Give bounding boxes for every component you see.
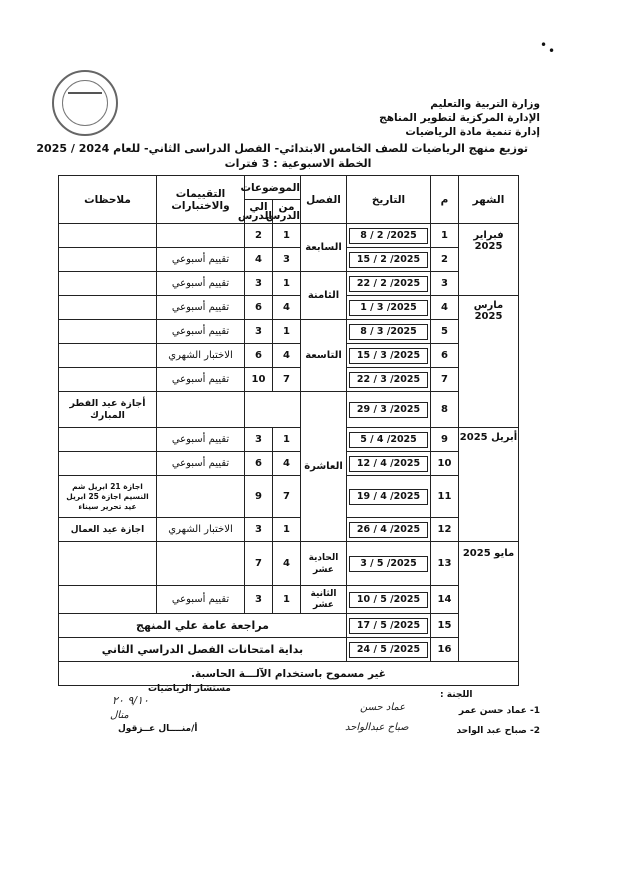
corner-mark: • [540,38,548,52]
col-header-month: الشهر [459,176,519,224]
date-cell: 2025/ 5 / 24 [349,642,428,658]
date-cell: 2025/ 3 / 8 [349,324,428,340]
from-lesson: 1 [273,224,301,248]
from-lesson: 1 [273,586,301,614]
evaluation-cell: تقييم أسبوعي [157,320,245,344]
committee-member-2: 2- صباح عبد الواحد [456,726,540,736]
date-cell: 2025/ 4 / 26 [349,522,428,538]
col-header-evaluations: التقييمات والاختبارات [157,176,245,224]
row-number: 1 [431,224,459,248]
from-to-empty [245,392,301,428]
advisor-title: مستشار الرياضيات [148,684,231,694]
row-number: 13 [431,542,459,586]
to-lesson: 3 [245,320,273,344]
to-lesson: 2 [245,224,273,248]
exams-cell: بداية امتحانات الفصل الدراسي الثاني [59,638,347,662]
evaluation-cell: تقييم أسبوعي [157,248,245,272]
col-header-chapter: الفصل [301,176,347,224]
month-cell: مارس 2025 [459,296,519,428]
table-row [59,344,519,368]
notes-cell: اجازة عيد العمال [59,518,157,542]
committee-member-1: 1- عماد حسن عمر [458,706,540,716]
row-number: 8 [431,392,459,428]
table-row [59,392,519,428]
notes-cell [59,586,157,614]
row-number: 5 [431,320,459,344]
signature-2: صباح عبدالواحد [345,722,409,733]
evaluation-cell [157,392,245,428]
to-lesson: 3 [245,586,273,614]
to-lesson: 6 [245,344,273,368]
date-cell: 2025/ 4 / 5 [349,432,428,448]
notes-cell [59,296,157,320]
table-row [59,452,519,476]
row-number: 6 [431,344,459,368]
evaluation-cell: تقييم أسبوعي [157,368,245,392]
table-row [59,248,519,272]
row-number: 3 [431,272,459,296]
row-number: 7 [431,368,459,392]
notes-cell [59,272,157,296]
notes-cell [59,452,157,476]
table-row [59,320,519,344]
date-cell: 2025/ 2 / 8 [349,228,428,244]
notes-cell [59,248,157,272]
chapter-cell: الثامنة [301,272,347,320]
curriculum-table [58,175,519,686]
from-lesson: 4 [273,452,301,476]
from-lesson: 1 [273,272,301,296]
row-number: 15 [431,614,459,638]
table-row [59,638,519,662]
to-lesson: 3 [245,272,273,296]
document-title: توزيع منهج الرياضيات للصف الخامس الابتدائي- الفصل الدراسى الثاني- للعام 2024 / 2025 [36,142,528,155]
chapter-cell: العاشرة [301,392,347,542]
to-lesson: 6 [245,452,273,476]
evaluation-cell: الاختبار الشهري [157,344,245,368]
col-header-date: التاريخ [347,176,431,224]
table-row [59,614,519,638]
table-row [59,224,519,248]
row-number: 16 [431,638,459,662]
from-lesson: 4 [273,542,301,586]
from-lesson: 1 [273,518,301,542]
review-cell: مراجعة عامة علي المنهج [59,614,347,638]
advisor-date: ٩/١٠ ٢٠ [112,694,149,707]
ministry-name: وزارة التربية والتعليم [430,98,540,110]
advisor-signature: منال [110,710,129,721]
document-subtitle: الخطة الاسبوعية : 3 فترات [224,157,372,170]
month-cell: أبريل 2025 [459,428,519,542]
evaluation-cell: تقييم أسبوعي [157,296,245,320]
notes-cell: اجازة 21 ابريل شم النسيم اجازة 25 ابريل عيد تحرير سيناء [59,476,157,518]
evaluation-cell [157,476,245,518]
row-number: 14 [431,586,459,614]
advisor-name: أ/منــــال عــزقول [118,724,198,734]
date-cell: 2025/ 5 / 3 [349,556,428,572]
from-lesson: 1 [273,320,301,344]
to-lesson: 7 [245,542,273,586]
to-lesson: 9 [245,476,273,518]
month-cell: مايو 2025 [459,542,519,662]
to-lesson: 6 [245,296,273,320]
col-header-from: من الدرس [265,200,300,222]
corner-mark: • [548,44,556,58]
from-lesson: 1 [273,428,301,452]
notes-cell [59,344,157,368]
table-row [59,476,519,518]
notes-cell [59,224,157,248]
to-lesson: 10 [245,368,273,392]
date-cell: 2025/ 5 / 10 [349,592,428,608]
subject-office: إدارة تنمية مادة الرياضيات [405,126,540,138]
committee-label: اللجنة : [440,690,473,700]
department-name: الإدارة المركزية لتطوير المناهج [379,112,540,124]
row-number: 11 [431,476,459,518]
evaluation-cell: الاختبار الشهري [157,518,245,542]
date-cell: 2025/ 5 / 17 [349,618,428,634]
from-lesson: 7 [273,368,301,392]
evaluation-cell [157,542,245,586]
ministry-seal [52,70,118,136]
date-cell: 2025/ 4 / 19 [349,489,428,505]
from-lesson: 7 [273,476,301,518]
to-lesson: 4 [245,248,273,272]
date-cell: 2025/ 4 / 12 [349,456,428,472]
chapter-cell: السابعة [301,224,347,272]
notes-cell [59,542,157,586]
table-row [59,542,519,586]
chapter-cell: الحادية عشر [301,542,347,586]
chapter-cell: الثانية عشر [301,586,347,614]
evaluation-cell: تقييم أسبوعي [157,272,245,296]
from-lesson: 4 [273,344,301,368]
evaluation-cell [157,224,245,248]
signature-1: عماد حسن [360,702,406,713]
date-cell: 2025/ 3 / 15 [349,348,428,364]
date-cell: 2025/ 3 / 22 [349,372,428,388]
col-header-topics: الموضوعات [245,176,301,200]
row-number: 2 [431,248,459,272]
table-footer-row [59,662,519,686]
table-row [59,518,519,542]
evaluation-cell: تقييم أسبوعي [157,586,245,614]
from-lesson: 3 [273,248,301,272]
col-header-number: م [431,176,459,224]
table-row [59,296,519,320]
notes-cell [59,320,157,344]
notes-cell: أجازة عيد الفطر المبارك [59,392,157,428]
chapter-cell: التاسعة [301,320,347,392]
date-cell: 2025/ 2 / 15 [349,252,428,268]
seal-inner-ring [62,80,108,126]
row-number: 9 [431,428,459,452]
date-cell: 2025/ 2 / 22 [349,276,428,292]
table-row [59,586,519,614]
calculator-note: غير مسموح باستخدام الآلـــة الحاسبة. [59,662,519,686]
from-lesson: 4 [273,296,301,320]
row-number: 10 [431,452,459,476]
evaluation-cell: تقييم أسبوعي [157,452,245,476]
table-row [59,428,519,452]
col-header-to: الي الدرس [237,200,272,222]
notes-cell [59,368,157,392]
evaluation-cell: تقييم أسبوعي [157,428,245,452]
notes-cell [59,428,157,452]
date-cell: 2025/ 3 / 1 [349,300,428,316]
to-lesson: 3 [245,518,273,542]
to-lesson: 3 [245,428,273,452]
seal-emblem [68,92,102,102]
col-header-notes: ملاحظات [59,176,157,224]
date-cell: 2025/ 3 / 29 [349,402,428,418]
table-row [59,272,519,296]
row-number: 12 [431,518,459,542]
table-row [59,368,519,392]
month-cell: فبراير 2025 [459,224,519,296]
row-number: 4 [431,296,459,320]
